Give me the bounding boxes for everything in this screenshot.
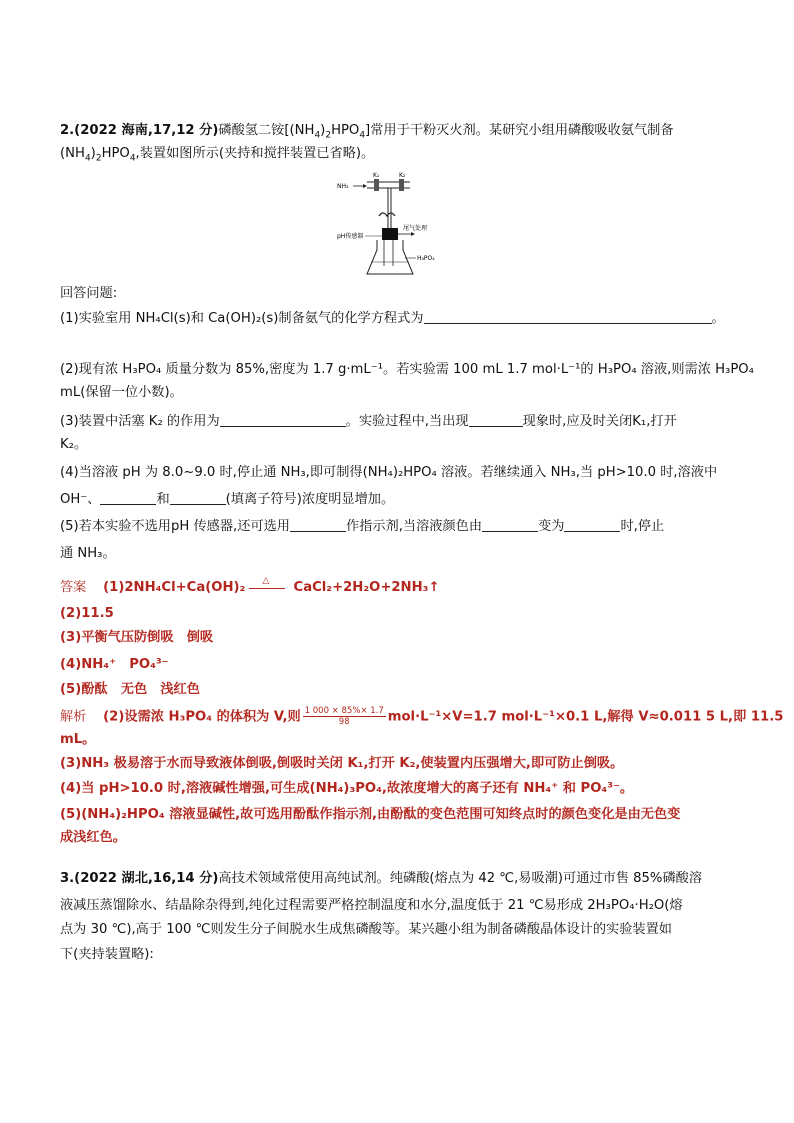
analysis-2-a: (2)设需浓 H₃PO₄ 的体积为 V,则: [103, 709, 301, 725]
analysis-5-line1: (5)(NH₄)₂HPO₄ 溶液显碱性,故可选用酚酞作指示剂,由酚酞的变色范围可知终点时的颜色变化是由无色变: [60, 807, 681, 822]
answer-prompt: 回答问题:: [60, 286, 118, 301]
q2-line2-d: ,装置如图所示(夹持和搅拌装置已省略)。: [135, 146, 375, 161]
q2-part5-line2: 通 NH₃。: [60, 546, 116, 561]
label-tail-gas: 尾气处理: [403, 225, 428, 232]
q2-part4-b1: OH⁻、: [60, 492, 101, 507]
q2-part3-line2: K₂。: [60, 437, 88, 452]
stopcock-k2: [399, 179, 404, 191]
q2-intro-c: HPO: [331, 123, 360, 138]
q2-part1: [60, 309, 724, 329]
analysis-fraction: [303, 706, 386, 727]
q3-source: 3.(2022 湖北,16,14 分): [60, 871, 219, 886]
q2-part3-a: (3)装置中活塞 K₂ 的作用为: [60, 414, 220, 429]
label-ph-sensor: pH传感器: [337, 233, 364, 240]
label-k1: K₁: [373, 172, 380, 179]
answer-1-left: (1)2NH₄Cl+Ca(OH)₂: [103, 580, 246, 595]
q2-part3-c: 现象时,应及时关闭K₁,打开: [522, 414, 677, 429]
q2-line2-c: HPO: [101, 146, 130, 161]
q2-part5-line1: [60, 517, 724, 537]
q2-part2-text-b: mL(保留一位小数)。: [60, 385, 183, 400]
answer-label: 答案: [60, 580, 87, 595]
answer-3: (3)平衡气压防倒吸 倒吸: [60, 630, 214, 645]
q2-part3-b: 。实验过程中,当出现: [345, 414, 469, 429]
q2-part1-text: (1)实验室用 NH₄Cl(s)和 Ca(OH)₂(s)制备氨气的化学方程式为: [60, 311, 424, 326]
answer-blank-5a[interactable]: [290, 517, 346, 532]
answer-blank-5b[interactable]: [482, 517, 538, 532]
label-nh3: NH₃: [337, 183, 349, 190]
label-k2: K₂: [399, 172, 406, 179]
q3-line4: 下(夹持装置略):: [60, 947, 154, 962]
q2-part5-a2: 作指示剂,当溶液颜色由: [345, 519, 483, 534]
q2-intro-b: ): [320, 123, 326, 138]
apparatus-figure: [335, 168, 455, 278]
fraction-numerator: 1 000 × 85%× 1.7: [304, 706, 384, 716]
answer-blank-4b[interactable]: [170, 490, 226, 505]
heating-condition: [245, 577, 289, 597]
analysis-5-line2: 成浅红色。: [60, 830, 126, 845]
label-h3po4: H₃PO₄: [417, 255, 435, 262]
q3-line3: 点为 30 ℃),高于 100 ℃则发生分子间脱水生成焦磷酸等。某兴趣小组为制备磷酸晶体设计的实验装置如: [60, 922, 672, 937]
answer-4: (4)NH₄⁺ PO₄³⁻: [60, 657, 169, 672]
q2-part1-end: 。: [711, 311, 725, 326]
answer-blank-4a[interactable]: [100, 490, 156, 505]
q2-header-line2: $(NH_4)_2HPO_4$,装置如图所示(夹持和搅拌装置已省略)。: [60, 146, 375, 164]
analysis-2-c: mL。: [60, 732, 96, 747]
q2-part5-a3: 变为: [538, 519, 565, 534]
q2-part2-text: (2)现有浓 H₃PO₄ 质量分数为 85%,密度为 1.7 g·mL⁻¹。若实验需 100 mL 1.7 mol·L⁻¹的 H₃PO₄ 溶液,则需浓 H₃PO₄: [60, 362, 754, 377]
q3-line1: [60, 869, 724, 889]
answer-1-right: CaCl₂+2H₂O+2NH₃↑: [293, 580, 440, 595]
analysis-2-b: mol·L⁻¹×V=1.7 mol·L⁻¹×0.1 L,解得 V≈0.011 5 L,即 11.5: [387, 709, 784, 725]
conical-flask: [367, 240, 413, 274]
q2-intro-a: 磷酸氢二铵[(NH: [218, 123, 315, 138]
answer-blank-3b[interactable]: [469, 412, 523, 427]
answer-blank-3a[interactable]: [220, 412, 346, 427]
q2-part3-line1: [60, 412, 724, 432]
q2-part4-b2: 和: [156, 492, 170, 507]
q2-part4-line1: (4)当溶液 pH 为 8.0~9.0 时,停止通 NH₃,即可制得(NH₄)₂HPO₄ 溶液。若继续通入 NH₃,当 pH>10.0 时,溶液中: [60, 465, 718, 480]
q2-header-line1: 2.(2022 海南,17,12 分)磷酸氢二铵$[(NH_4)_2HPO_4]$常用于干粉灭火剂。某研究小组用磷酸吸收氨气制备: [60, 123, 674, 141]
q2-part4-b3: (填离子符号)浓度明显增加。: [225, 492, 395, 507]
answer-5: (5)酚酞 无色 浅红色: [60, 682, 200, 697]
stopcock-k1: [374, 179, 379, 191]
fraction-denominator: 98: [338, 717, 350, 727]
analysis-line1: [60, 706, 784, 728]
q2-part5-a1: (5)若本实验不选用pH 传感器,还可选用: [60, 519, 290, 534]
q2-part2-line1: [60, 360, 754, 380]
q2-line2-a: (NH: [60, 146, 85, 161]
q2-part2-line2: [60, 383, 724, 403]
q2-intro-d: ]常用于干粉灭火剂。某研究小组用磷酸吸收氨气制备: [365, 123, 674, 138]
q3-line1-text: 高技术领域常使用高纯试剂。纯磷酸(熔点为 42 ℃,易吸潮)可通过市售 85%磷酸溶: [218, 871, 703, 886]
q3-line2: 液减压蒸馏除水、结晶除杂得到,纯化过程需要严格控制温度和水分,温度低于 21 ℃易形成 2H₃PO₄·H₂O(熔: [60, 898, 683, 913]
answer-2: (2)11.5: [60, 606, 114, 621]
analysis-3: (3)NH₃ 极易溶于水而导致液体倒吸,倒吸时关闭 K₁,打开 K₂,使装置内压强增大,即可防止倒吸。: [60, 756, 624, 771]
heat-triangle: △: [262, 576, 270, 586]
stopper: [382, 228, 398, 240]
analysis-4: (4)当 pH>10.0 时,溶液碱性增强,可生成(NH₄)₃PO₄,故浓度增大的离子还有 NH₄⁺ 和 PO₄³⁻。: [60, 781, 634, 796]
q2-source: 2.(2022 海南,17,12 分): [60, 123, 219, 138]
q2-line2-b: ): [90, 146, 96, 161]
answer-line1: [60, 577, 724, 598]
answer-blank-1[interactable]: [424, 309, 712, 324]
q2-part5-a4: 时,停止: [620, 519, 665, 534]
answer-blank-5c[interactable]: [564, 517, 620, 532]
q2-part4-line2: [60, 490, 724, 510]
analysis-label: 解析: [60, 709, 87, 725]
